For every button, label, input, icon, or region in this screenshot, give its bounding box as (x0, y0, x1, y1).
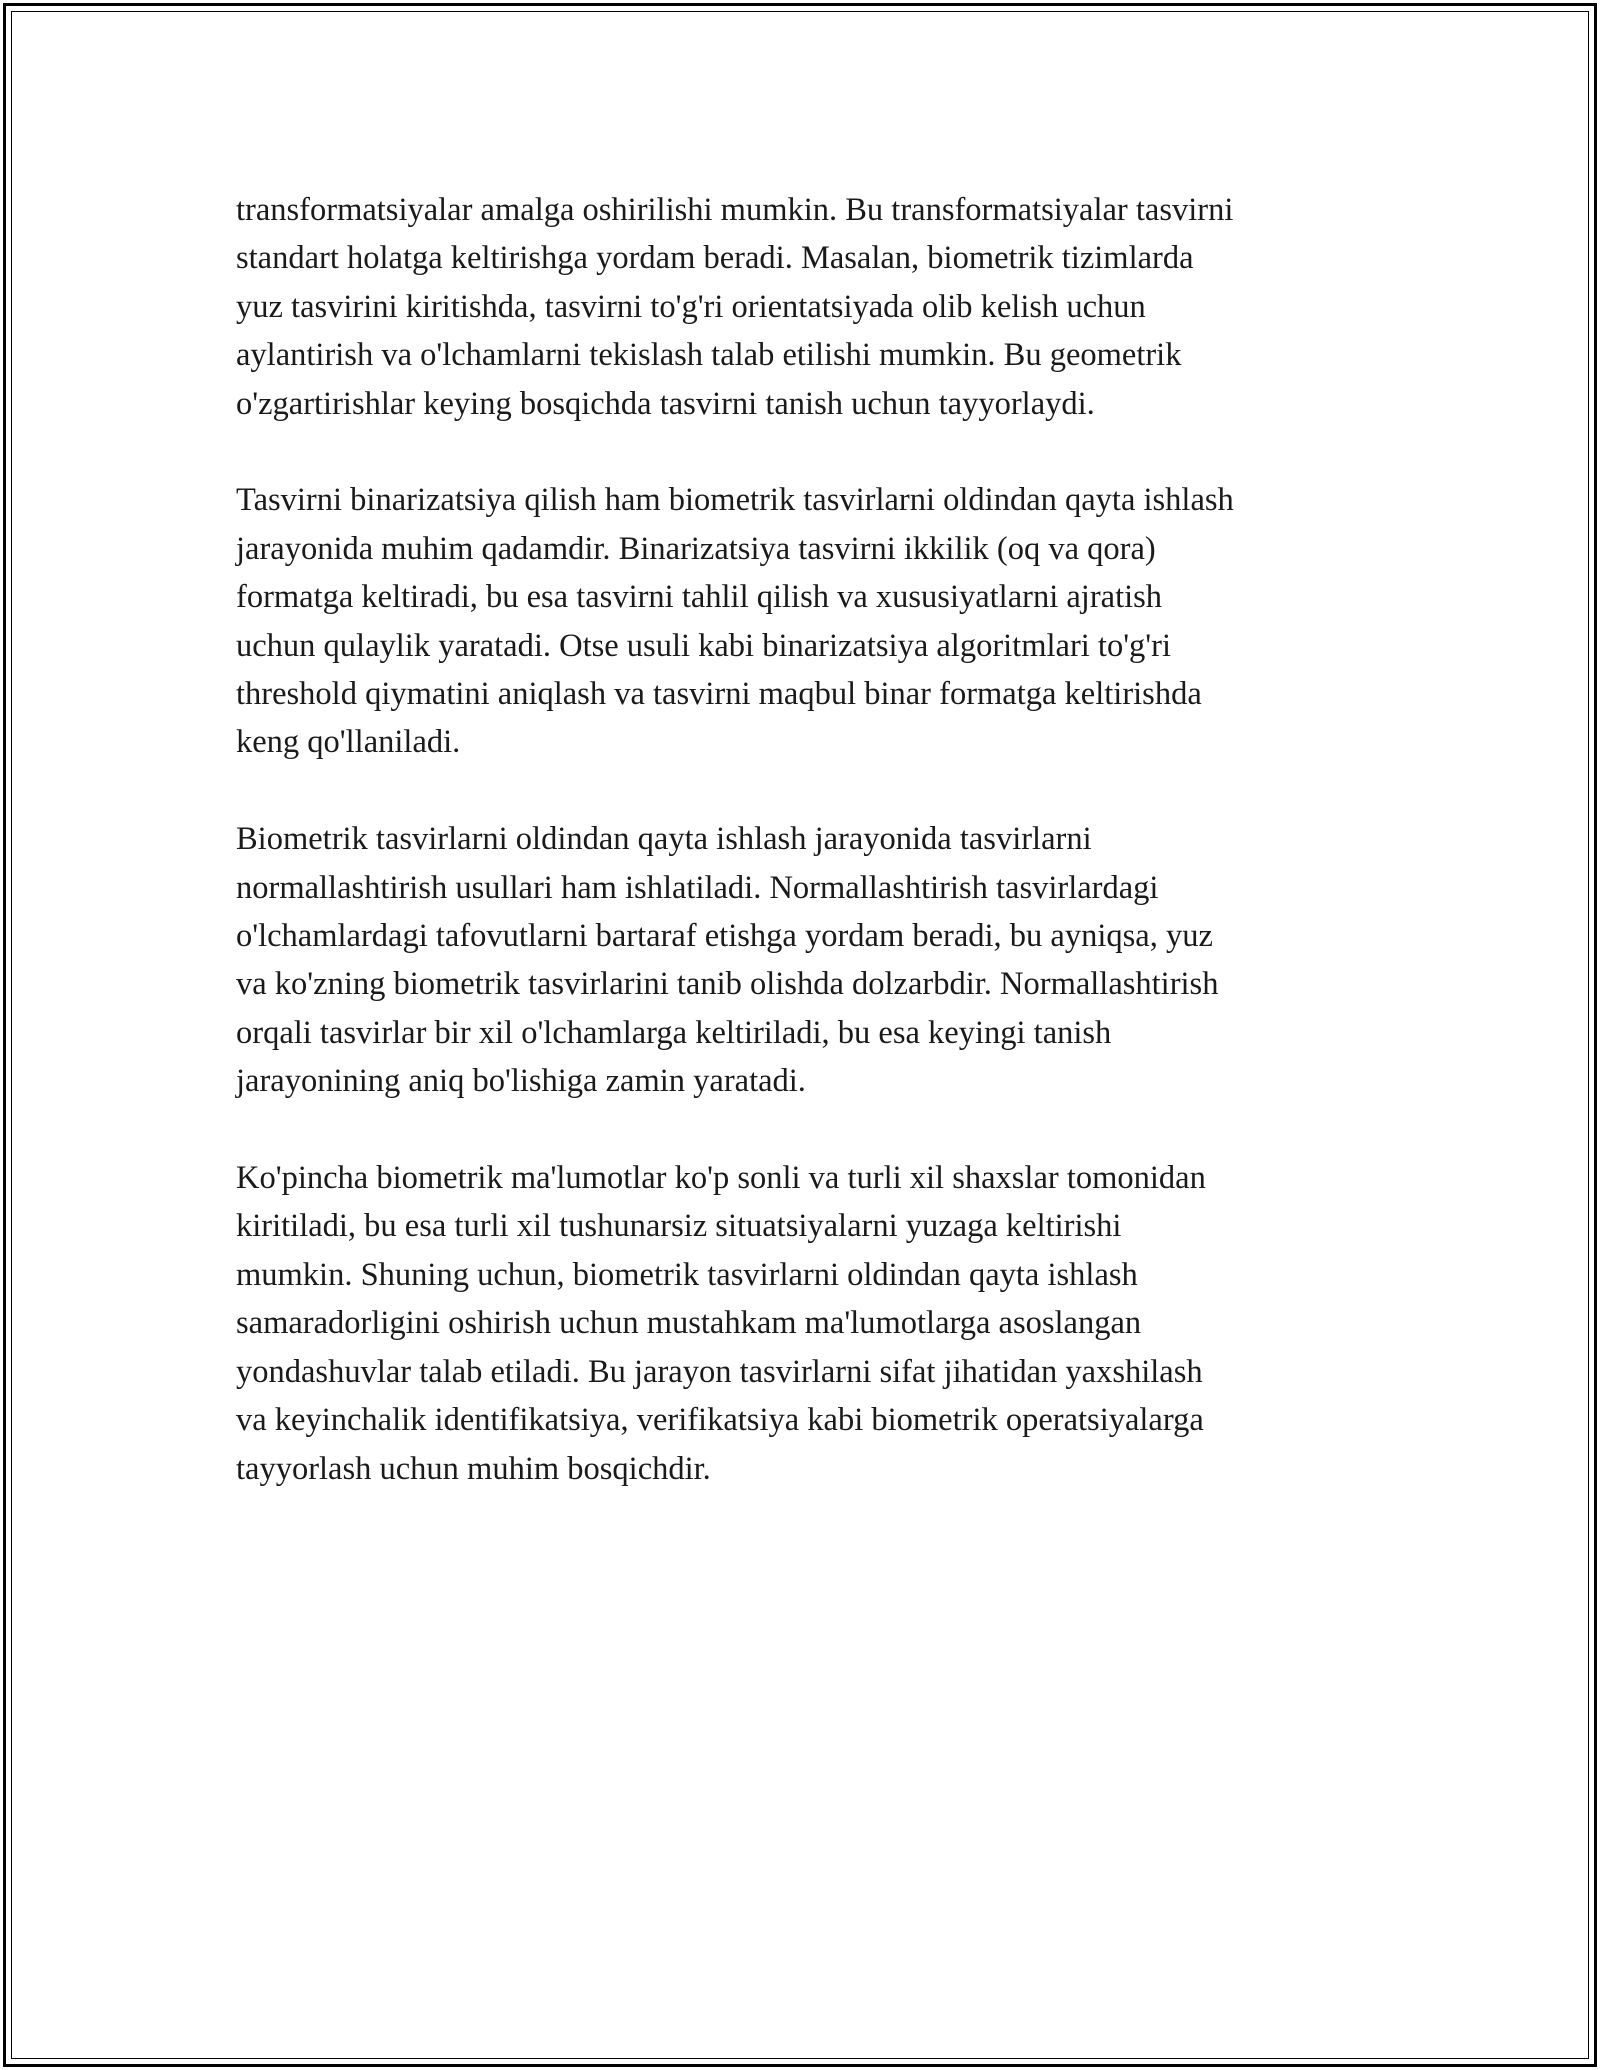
text-line: tayyorlash uchun muhim bosqichdir. (236, 1450, 711, 1487)
text-line: o'lchamlardagi tafovutlarni bartaraf etishga yordam beradi, bu ayniqsa, yuz (236, 918, 1213, 955)
text-line: aylantirish va o'lchamlarni tekislash talab etilishi mumkin. Bu geometrik (236, 337, 1182, 374)
text-line: yondashuvlar talab etiladi. Bu jarayon tasvirlarni sifat jihatidan yaxshilash (236, 1353, 1203, 1390)
text-line: Biometrik tasvirlarni oldindan qayta ishlash jarayonida tasvirlarni (236, 821, 1092, 858)
text-line: uchun qulaylik yaratadi. Otse usuli kabi binarizatsiya algoritmlari to'g'ri (236, 627, 1172, 664)
text-line: yuz tasvirini kiritishda, tasvirni to'g'ri orientatsiyada olib kelish uchun (236, 288, 1146, 325)
text-line: kiritiladi, bu esa turli xil tushunarsiz situatsiyalarni yuzaga keltirishi (236, 1208, 1122, 1245)
text-line: transformatsiyalar amalga oshirilishi mumkin. Bu transformatsiyalar tasvirni (236, 192, 1234, 228)
text-line: normallashtirish usullari ham ishlatiladi. Normallashtirish tasvirlardagi (236, 869, 1159, 906)
text-line: Ko'pincha biometrik ma'lumotlar ko'p sonli va turli xil shaxslar tomonidan (236, 1160, 1206, 1197)
text-line: formatga keltiradi, bu esa tasvirni tahlil qilish va xususiyatlarni ajratish (236, 579, 1163, 616)
text-line: va ko'zning biometrik tasvirlarini tanib olishda dolzarbdir. Normallashtirish (236, 966, 1219, 1003)
text-line: keng qo'llaniladi. (236, 724, 461, 761)
text-line: Tasvirni binarizatsiya qilish ham biometrik tasvirlarni oldindan qayta ishlash (236, 482, 1234, 519)
paragraph-data-driven-approaches (236, 1154, 1376, 1493)
text-line: orqali tasvirlar bir xil o'lchamlarga keltiriladi, bu esa keyingi tanish (236, 1014, 1112, 1051)
text-line: jarayonining aniq bo'lishiga zamin yaratadi. (236, 1063, 806, 1100)
text-line: threshold qiymatini aniqlash va tasvirni maqbul binar formatga keltirishda (236, 676, 1202, 713)
text-line: standart holatga keltirishga yordam beradi. Masalan, biometrik tizimlarda (236, 240, 1194, 277)
paragraph-geometric-transformations (236, 186, 1376, 428)
text-line: samaradorligini oshirish uchun mustahkam ma'lumotlarga asoslangan (236, 1305, 1142, 1342)
paragraph-binarization (236, 476, 1376, 766)
text-line: mumkin. Shuning uchun, biometrik tasvirlarni oldindan qayta ishlash (236, 1256, 1138, 1293)
text-line: va keyinchalik identifikatsiya, verifikatsiya kabi biometrik operatsiyalarga (236, 1402, 1204, 1439)
paragraph-normalization (236, 815, 1376, 1105)
text-line: jarayonida muhim qadamdir. Binarizatsiya tasvirni ikkilik (oq va qora) (236, 530, 1156, 567)
document-body (236, 186, 1376, 1541)
text-line: o'zgartirishlar keying bosqichda tasvirni tanish uchun tayyorlaydi. (236, 385, 1095, 422)
